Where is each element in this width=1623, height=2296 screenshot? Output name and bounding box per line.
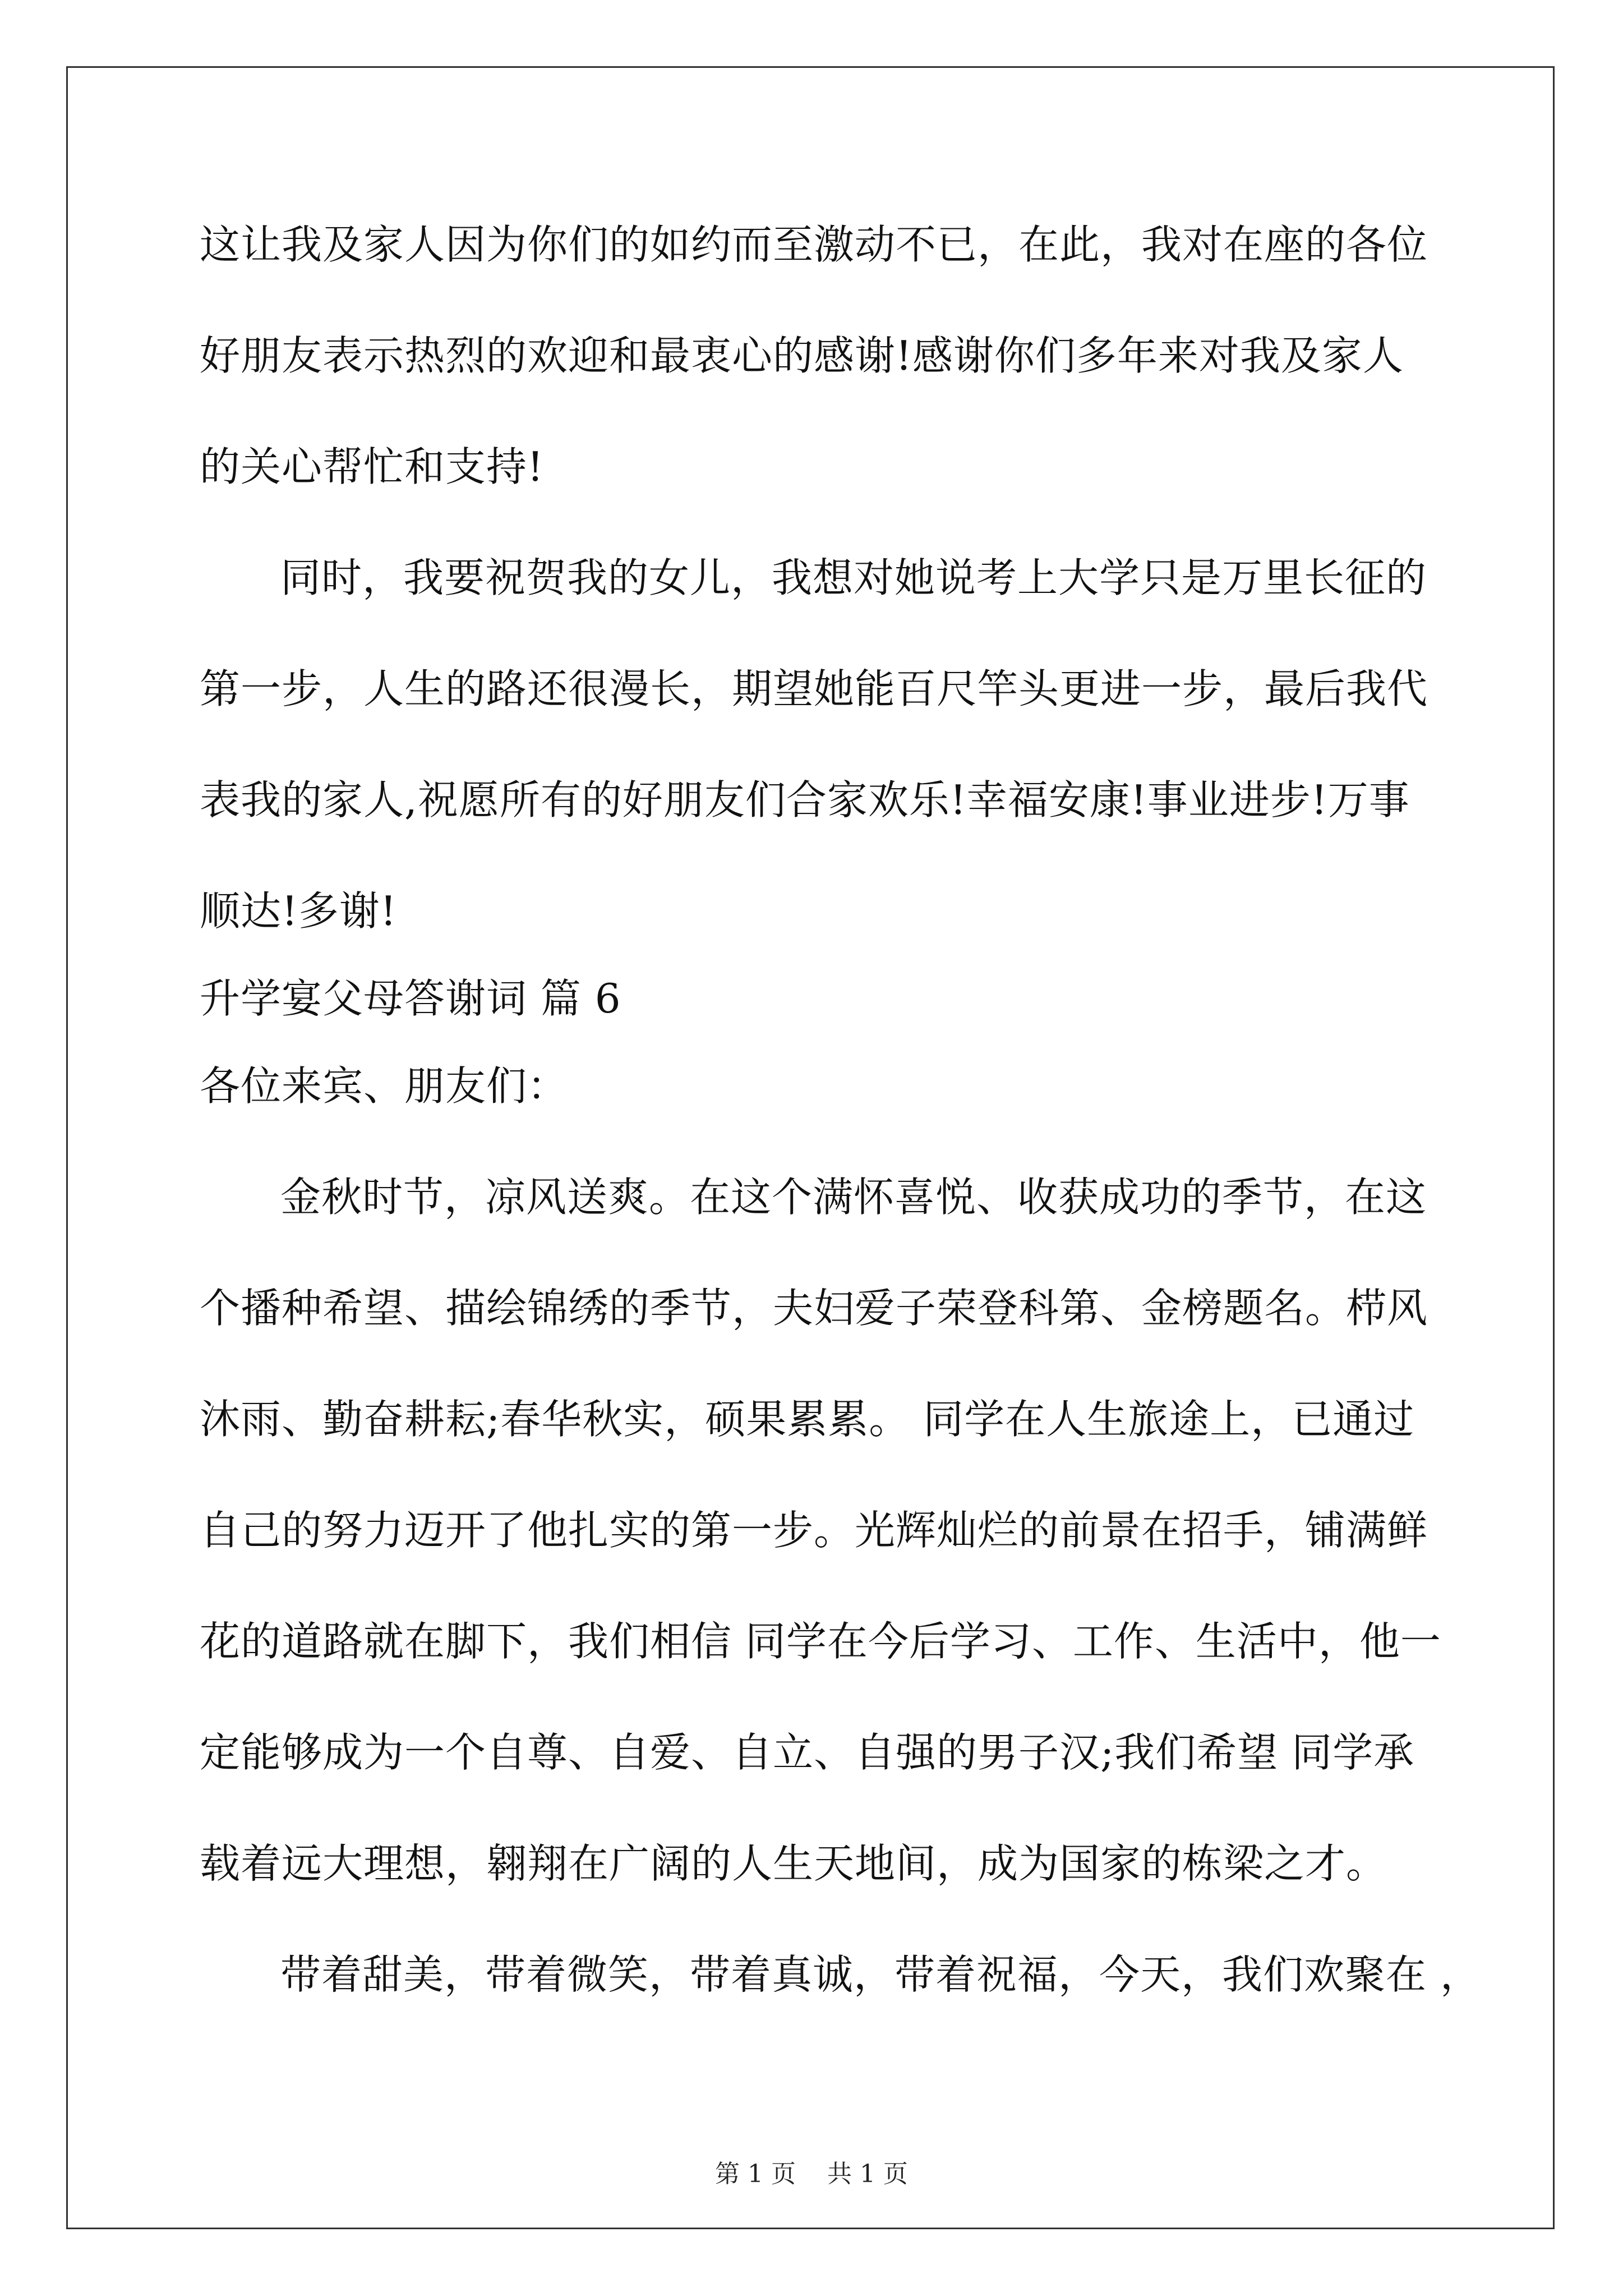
body-line: 沐雨、勤奋耕耘;春华秋实，硕果累累。 同学在人生旅途上，已通过 <box>200 1396 1415 1443</box>
body-line: 花的道路就在脚下，我们相信 同学在今后学习、工作、生活中，他一 <box>200 1618 1441 1665</box>
body-line: 顺达!多谢! <box>200 887 397 935</box>
body-line: 个播种希望、描绘锦绣的季节，夫妇爱子荣登科第、金榜题名。栉风 <box>200 1285 1428 1332</box>
body-line: 的关心帮忙和支持! <box>200 443 544 490</box>
body-line: 带着甜美，带着微笑，带着真诚，带着祝福，今天，我们欢聚在 ， <box>280 1951 1481 1998</box>
body-line: 这让我及家人因为你们的如约而至激动不已，在此，我对在座的各位 <box>200 221 1428 268</box>
body-line: 同时，我要祝贺我的女儿，我想对她说考上大学只是万里长征的 <box>280 554 1427 601</box>
body-line: 金秋时节，凉风送爽。在这个满怀喜悦、收获成功的季节，在这 <box>280 1174 1427 1221</box>
salutation: 各位来宾、朋友们： <box>200 1062 569 1110</box>
page-number-footer: 第 1 页 共 1 页 <box>715 2160 908 2188</box>
body-line: 定能够成为一个自尊、自爱、自立、自强的男子汉;我们希望 同学承 <box>200 1729 1415 1776</box>
body-line: 自己的努力迈开了他扎实的第一步。光辉灿烂的前景在招手，铺满鲜 <box>200 1507 1428 1554</box>
section-heading: 升学宴父母答谢词 篇 6 <box>200 975 621 1022</box>
body-line: 载着远大理想，翱翔在广阔的人生天地间，成为国家的栋梁之才。 <box>200 1840 1387 1887</box>
page-border <box>66 66 1555 2229</box>
body-line: 好朋友表示热烈的欢迎和最衷心的感谢!感谢你们多年来对我及家人 <box>200 332 1404 379</box>
body-line: 表我的家人,祝愿所有的好朋友们合家欢乐!幸福安康!事业进步!万事 <box>200 776 1410 823</box>
body-line: 第一步，人生的路还很漫长，期望她能百尺竿头更进一步，最后我代 <box>200 665 1428 712</box>
